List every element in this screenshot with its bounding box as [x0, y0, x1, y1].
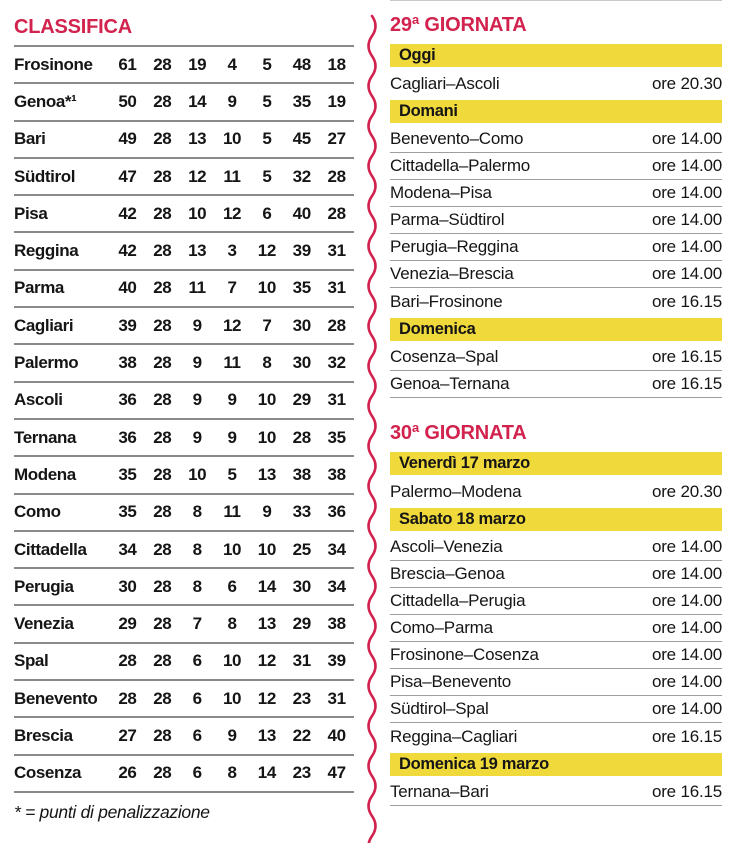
stat-gf: 30 — [292, 315, 311, 335]
fixture-row — [390, 70, 722, 97]
stat-gf: 23 — [292, 763, 311, 783]
stat-lost: 12 — [257, 688, 276, 708]
team-name: Perugia — [14, 576, 74, 596]
table-row — [14, 718, 354, 755]
match-time: ore 14.00 — [651, 699, 722, 718]
match-time: ore 14.00 — [651, 645, 722, 664]
stat-gf: 29 — [292, 390, 311, 410]
stat-gf: 30 — [292, 576, 311, 596]
stat-pts: 36 — [118, 390, 137, 410]
fixture-row — [390, 478, 722, 505]
stat-drawn: 9 — [227, 427, 237, 447]
match-teams: Venezia–Brescia — [390, 264, 514, 283]
match-teams: Modena–Pisa — [390, 183, 492, 202]
stat-played: 28 — [153, 576, 172, 596]
stat-gf: 38 — [292, 464, 311, 484]
stat-drawn: 12 — [222, 315, 242, 335]
stat-played: 28 — [153, 315, 172, 335]
stat-gf: 45 — [292, 129, 311, 149]
stat-won: 9 — [192, 315, 202, 335]
stat-ga: 28 — [327, 315, 346, 335]
stat-won: 10 — [188, 464, 207, 484]
stat-drawn: 10 — [222, 651, 242, 671]
match-time: ore 14.00 — [651, 672, 722, 691]
stat-won: 9 — [192, 353, 202, 373]
fixture-row — [390, 642, 722, 669]
stat-gf: 35 — [292, 91, 311, 111]
table-row — [14, 233, 354, 270]
match-teams: Brescia–Genoa — [390, 564, 505, 583]
stat-pts: 42 — [118, 241, 137, 261]
table-row — [14, 495, 354, 532]
stat-played: 28 — [153, 91, 172, 111]
stat-won: 19 — [188, 54, 207, 74]
day-header — [390, 318, 722, 341]
team-name: Genoa*¹ — [14, 91, 77, 111]
top-rule — [390, 0, 722, 1]
match-teams: Palermo–Modena — [390, 481, 522, 501]
fixtures-panel — [390, 0, 722, 806]
fixture-row — [390, 669, 722, 696]
team-name: Südtirol — [14, 166, 76, 186]
stat-ga: 34 — [327, 576, 346, 596]
stat-played: 28 — [153, 763, 172, 783]
match-time: ore 14.00 — [651, 237, 722, 256]
stat-lost: 9 — [262, 502, 272, 522]
stat-drawn: 9 — [227, 91, 237, 111]
day-label: Domani — [399, 102, 458, 120]
stat-played: 28 — [153, 278, 172, 298]
team-name: Brescia — [14, 725, 73, 745]
stat-played: 28 — [153, 614, 172, 634]
stat-ga: 35 — [327, 427, 346, 447]
match-teams: Cosenza–Spal — [390, 347, 499, 366]
match-teams: Ascoli–Venezia — [390, 537, 503, 556]
fixture-row — [390, 588, 722, 615]
table-row — [14, 681, 354, 718]
day-label: Venerdì 17 marzo — [399, 454, 530, 472]
match-time: ore 14.00 — [651, 129, 722, 148]
table-row — [14, 532, 354, 569]
stat-lost: 10 — [257, 390, 276, 410]
stat-gf: 31 — [292, 651, 311, 671]
stat-lost: 13 — [257, 614, 276, 634]
match-time: ore 14.00 — [651, 183, 722, 202]
stat-lost: 12 — [257, 241, 276, 261]
stat-pts: 34 — [118, 539, 137, 559]
giornata-title: 30ª GIORNATA — [390, 422, 527, 444]
stat-played: 28 — [153, 464, 172, 484]
stat-lost: 10 — [257, 539, 276, 559]
table-row — [14, 84, 354, 121]
stat-pts: 29 — [118, 614, 137, 634]
stat-played: 28 — [153, 129, 172, 149]
stat-gf: 29 — [292, 614, 311, 634]
stat-drawn: 10 — [222, 539, 242, 559]
stat-ga: 40 — [327, 725, 346, 745]
stat-played: 28 — [153, 539, 172, 559]
table-row — [14, 196, 354, 233]
team-name: Palermo — [14, 353, 79, 373]
stat-won: 6 — [192, 725, 202, 745]
match-time: ore 20.30 — [651, 73, 722, 93]
table-row — [14, 271, 354, 308]
team-name: Modena — [14, 464, 76, 484]
stat-ga: 28 — [327, 203, 346, 223]
stat-lost: 7 — [262, 315, 272, 335]
stat-gf: 28 — [292, 427, 311, 447]
stat-gf: 30 — [292, 353, 311, 373]
team-name: Parma — [14, 278, 64, 298]
match-teams: Bari–Frosinone — [390, 291, 503, 311]
stat-won: 9 — [192, 427, 202, 447]
giornata-title: 29ª GIORNATA — [390, 14, 527, 36]
stat-won: 11 — [188, 278, 206, 298]
stat-won: 13 — [188, 129, 207, 149]
table-row — [14, 159, 354, 196]
stat-ga: 38 — [327, 464, 346, 484]
table-row — [14, 308, 354, 345]
stat-won: 14 — [188, 91, 207, 111]
match-time: ore 14.00 — [651, 156, 722, 175]
team-name: Ternana — [14, 427, 77, 447]
stat-ga: 39 — [327, 651, 346, 671]
day-label: Domenica 19 marzo — [399, 755, 549, 773]
match-time: ore 14.00 — [651, 264, 722, 283]
stat-ga: 36 — [327, 502, 346, 522]
match-time: ore 16.15 — [651, 782, 722, 801]
fixture-row — [390, 615, 722, 642]
stat-drawn: 7 — [227, 278, 237, 298]
stat-lost: 13 — [257, 464, 276, 484]
wavy-divider-path — [369, 16, 376, 843]
match-teams: Perugia–Reggina — [390, 237, 519, 256]
match-time: ore 20.30 — [651, 481, 722, 501]
match-teams: Parma–Südtirol — [390, 210, 505, 229]
stat-played: 28 — [153, 390, 172, 410]
stat-drawn: 10 — [222, 688, 242, 708]
team-name: Como — [14, 502, 61, 522]
match-time: ore 14.00 — [651, 564, 722, 583]
stat-lost: 13 — [257, 725, 276, 745]
match-teams: Südtirol–Spal — [390, 699, 489, 718]
team-name: Cagliari — [14, 315, 74, 335]
stat-drawn: 9 — [227, 725, 237, 745]
stat-ga: 31 — [327, 278, 346, 298]
stat-gf: 22 — [292, 725, 311, 745]
fixture-row — [390, 153, 722, 180]
stat-played: 28 — [153, 725, 172, 745]
stat-gf: 23 — [292, 688, 311, 708]
stat-drawn: 12 — [222, 203, 242, 223]
team-name: Frosinone — [14, 54, 93, 74]
stat-drawn: 10 — [222, 129, 242, 149]
fixture-row — [390, 696, 722, 723]
stat-drawn: 5 — [227, 464, 237, 484]
day-header — [390, 44, 722, 67]
fixture-row — [390, 207, 722, 234]
stat-played: 28 — [153, 54, 172, 74]
stat-pts: 38 — [118, 353, 137, 373]
table-row — [14, 756, 354, 793]
day-header — [390, 452, 722, 475]
stat-gf: 48 — [292, 54, 311, 74]
table-row — [14, 457, 354, 494]
stat-pts: 30 — [118, 576, 137, 596]
match-time: ore 14.00 — [651, 618, 722, 637]
stat-gf: 39 — [292, 241, 311, 261]
stat-won: 6 — [192, 688, 202, 708]
fixture-row — [390, 723, 722, 750]
stat-pts: 40 — [118, 278, 137, 298]
stat-pts: 36 — [118, 427, 137, 447]
day-label: Oggi — [399, 46, 436, 64]
stat-lost: 6 — [262, 203, 272, 223]
stat-drawn: 6 — [227, 576, 237, 596]
team-name: Ascoli — [14, 390, 63, 410]
fixtures-sections — [390, 14, 722, 806]
stat-won: 10 — [188, 203, 207, 223]
wavy-divider — [362, 14, 382, 843]
stat-drawn: 9 — [227, 390, 237, 410]
team-name: Cittadella — [14, 539, 87, 559]
match-time: ore 14.00 — [651, 537, 722, 556]
day-label: Sabato 18 marzo — [399, 510, 526, 528]
match-time: ore 16.15 — [651, 374, 722, 393]
stat-ga: 28 — [327, 166, 346, 186]
stat-pts: 28 — [118, 651, 137, 671]
match-teams: Frosinone–Cosenza — [390, 645, 539, 664]
stat-lost: 10 — [257, 278, 276, 298]
stat-gf: 35 — [292, 278, 311, 298]
match-time: ore 16.15 — [651, 726, 722, 746]
stat-ga: 32 — [327, 353, 346, 373]
stat-pts: 35 — [118, 464, 137, 484]
match-teams: Benevento–Como — [390, 129, 524, 148]
fixture-row — [390, 561, 722, 588]
stat-lost: 10 — [257, 427, 276, 447]
stat-won: 8 — [192, 539, 202, 559]
team-name: Bari — [14, 129, 46, 149]
table-row — [14, 345, 354, 382]
fixture-row — [390, 288, 722, 315]
stat-played: 28 — [153, 427, 172, 447]
day-header — [390, 100, 722, 123]
stat-ga: 34 — [327, 539, 346, 559]
stat-lost: 8 — [262, 353, 272, 373]
stat-lost: 12 — [257, 651, 276, 671]
stat-played: 28 — [153, 651, 172, 671]
stat-pts: 28 — [118, 688, 137, 708]
team-name: Reggina — [14, 241, 79, 261]
stat-ga: 27 — [327, 129, 346, 149]
table-row — [14, 569, 354, 606]
match-time: ore 16.15 — [651, 291, 722, 311]
stat-drawn: 11 — [223, 353, 241, 373]
stat-drawn: 11 — [223, 166, 241, 186]
fixture-row — [390, 779, 722, 806]
stat-lost: 5 — [262, 54, 272, 74]
stat-pts: 50 — [118, 91, 137, 111]
team-name: Venezia — [14, 614, 74, 634]
table-row — [14, 606, 354, 643]
fixture-row — [390, 261, 722, 288]
stat-won: 8 — [192, 576, 202, 596]
match-teams: Ternana–Bari — [390, 782, 489, 801]
stat-pts: 27 — [118, 725, 137, 745]
stat-lost: 14 — [257, 763, 276, 783]
fixture-row — [390, 234, 722, 261]
match-teams: Pisa–Benevento — [390, 672, 512, 691]
fixture-row — [390, 371, 722, 398]
stat-won: 6 — [192, 763, 202, 783]
stat-ga: 31 — [327, 688, 346, 708]
stat-won: 8 — [192, 502, 202, 522]
match-teams: Cittadella–Palermo — [390, 156, 531, 175]
stat-drawn: 11 — [223, 502, 241, 522]
stat-gf: 33 — [292, 502, 311, 522]
stat-played: 28 — [153, 203, 172, 223]
stat-pts: 47 — [118, 166, 137, 186]
match-teams: Como–Parma — [390, 618, 493, 637]
stat-played: 28 — [153, 166, 172, 186]
match-teams: Cittadella–Perugia — [390, 591, 526, 610]
stat-ga: 18 — [327, 54, 346, 74]
stat-ga: 38 — [327, 614, 346, 634]
stat-won: 12 — [188, 166, 207, 186]
stat-ga: 31 — [327, 390, 346, 410]
match-teams: Reggina–Cagliari — [390, 726, 518, 746]
standings-footnote: * = punti di penalizzazione — [14, 801, 210, 822]
table-row — [14, 644, 354, 681]
stat-ga: 31 — [327, 241, 346, 261]
stat-drawn: 8 — [227, 614, 237, 634]
stat-won: 6 — [192, 651, 202, 671]
fixture-row — [390, 344, 722, 371]
stat-lost: 14 — [257, 576, 276, 596]
stat-gf: 25 — [292, 539, 311, 559]
table-row — [14, 383, 354, 420]
stat-played: 28 — [153, 688, 172, 708]
table-row — [14, 47, 354, 84]
stat-pts: 26 — [118, 763, 137, 783]
stat-drawn: 3 — [227, 241, 237, 261]
stat-won: 13 — [188, 241, 207, 261]
stat-drawn: 4 — [227, 54, 237, 74]
stat-lost: 5 — [262, 91, 272, 111]
stat-pts: 61 — [118, 54, 137, 74]
match-time: ore 14.00 — [651, 210, 722, 229]
stat-drawn: 8 — [227, 763, 237, 783]
match-time: ore 16.15 — [651, 347, 722, 366]
stat-played: 28 — [153, 502, 172, 522]
team-name: Benevento — [14, 688, 98, 708]
team-name: Pisa — [14, 203, 48, 223]
stat-ga: 19 — [327, 91, 346, 111]
match-time: ore 14.00 — [651, 591, 722, 610]
match-teams: Cagliari–Ascoli — [390, 73, 500, 93]
table-row — [14, 420, 354, 457]
fixture-row — [390, 180, 722, 207]
table-row — [14, 122, 354, 159]
stat-gf: 32 — [292, 166, 311, 186]
standings-panel — [14, 16, 354, 824]
stat-won: 9 — [192, 390, 202, 410]
stat-played: 28 — [153, 241, 172, 261]
team-name: Cosenza — [14, 763, 82, 783]
stat-ga: 47 — [327, 763, 346, 783]
day-header — [390, 508, 722, 531]
stat-lost: 5 — [262, 166, 272, 186]
stat-pts: 35 — [118, 502, 137, 522]
stat-pts: 39 — [118, 315, 137, 335]
day-label: Domenica — [399, 320, 476, 338]
stat-lost: 5 — [262, 129, 272, 149]
stat-won: 7 — [192, 614, 202, 634]
standings-table — [14, 47, 354, 793]
stat-gf: 40 — [292, 203, 311, 223]
stat-pts: 49 — [118, 129, 137, 149]
match-teams: Genoa–Ternana — [390, 374, 510, 393]
stat-played: 28 — [153, 353, 172, 373]
fixture-row — [390, 126, 722, 153]
standings-title: CLASSIFICA — [14, 16, 133, 38]
fixture-row — [390, 534, 722, 561]
day-header — [390, 753, 722, 776]
team-name: Spal — [14, 651, 49, 671]
stat-pts: 42 — [118, 203, 137, 223]
